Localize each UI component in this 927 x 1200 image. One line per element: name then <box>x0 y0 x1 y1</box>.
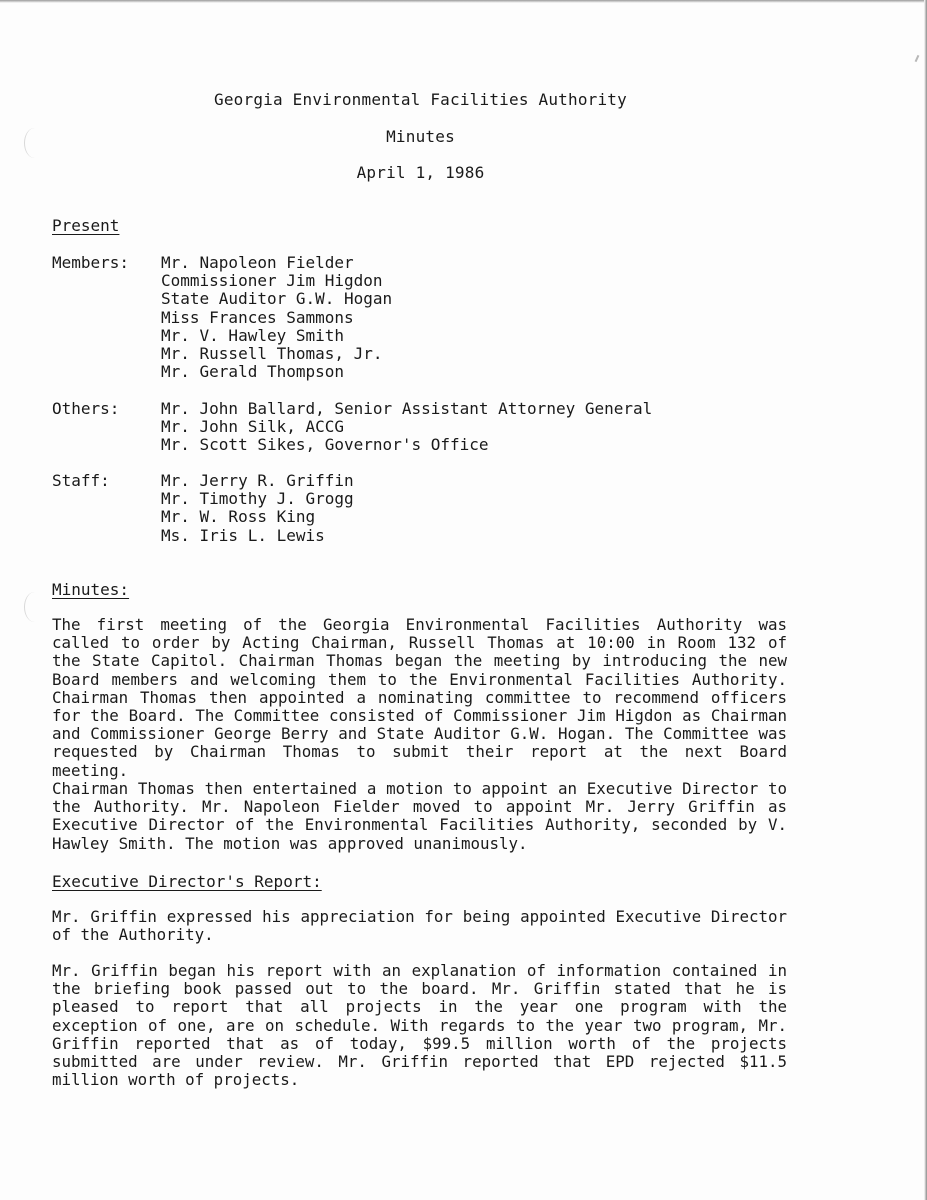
list-item: Ms. Iris L. Lewis <box>161 525 325 545</box>
list-item: Mr. Russell Thomas, Jr. <box>161 343 383 363</box>
list-item: Mr. Gerald Thompson <box>161 362 345 382</box>
list-item: Mr. Napoleon Fielder <box>161 253 354 272</box>
list-item: Mr. Jerry R. Griffin <box>161 471 354 490</box>
minutes-heading: Minutes: <box>52 580 130 599</box>
report-paragraph-2: Mr. Griffin began his report with an explanation of information contained in the briefing book passed out to the board. Mr. Griffin stated that he is pleased to report that all projects in the year one program with the exception of one, are on schedule. With regards to the year two program, Mr. Griffin reported that as of today, $99.5 million worth of the projects submitted are under review. Mr. Griffin reported that EPD rejected $11.5 million worth of projects. <box>52 961 787 1090</box>
members-list <box>161 254 392 381</box>
scan-edge-top <box>0 0 927 3</box>
present-heading: Present <box>52 216 120 235</box>
members-label: Members: <box>52 253 130 272</box>
others-label: Others: <box>52 399 120 418</box>
report-paragraph-1: Mr. Griffin expressed his appreciation for being appointed Executive Director of the Authority. <box>52 907 787 945</box>
punch-hole-mark <box>24 592 45 622</box>
list-item: Miss Frances Sammons <box>161 307 354 327</box>
list-item: Mr. John Ballard, Senior Assistant Attorney General <box>161 399 653 418</box>
stray-scan-mark <box>915 55 920 62</box>
organization-title: Georgia Environmental Facilities Authority <box>214 90 627 109</box>
staff-label: Staff: <box>52 471 110 490</box>
others-list <box>161 400 652 455</box>
minutes-paragraph-1: The first meeting of the Georgia Environmental Facilities Authority was called to order by Acting Chairman, Russell Thomas at 10:00 in Room 132 of the State Capitol. Chairman Thomas began the meeting by introducing the new Board members and welcoming them to the Environmental Facilities Authority. Chairman Thomas then appointed a nominating committee to recommend officers for the Board. The Committee consisted of Commissioner Jim Higdon as Chairman and Commissioner George Berry and State Auditor G.W. Hogan. The Committee was requested by Chairman Thomas to submit their report at the next Board meeting. <box>52 615 787 780</box>
meeting-date: April 1, 1986 <box>356 163 485 182</box>
list-item: Mr. John Silk, ACCG <box>161 417 345 437</box>
list-item: State Auditor G.W. Hogan <box>161 289 393 309</box>
list-item: Mr. W. Ross King <box>161 507 316 527</box>
list-item: Mr. Timothy J. Grogg <box>161 489 354 509</box>
list-item: Mr. Scott Sikes, Governor's Office <box>161 435 489 455</box>
staff-list <box>161 472 354 545</box>
list-item: Commissioner Jim Higdon <box>161 271 383 291</box>
executive-report-heading: Executive Director's Report: <box>52 872 322 891</box>
document-type: Minutes <box>386 127 455 146</box>
minutes-paragraph-2: Chairman Thomas then entertained a motion to appoint an Executive Director to the Authority. Mr. Napoleon Fielder moved to appoint Mr. Jerry Griffin as Executive Director of the Environmental Facilities Authority, seconded by V. Hawley Smith. The motion was approved unanimously. <box>52 779 787 853</box>
list-item: Mr. V. Hawley Smith <box>161 325 345 345</box>
